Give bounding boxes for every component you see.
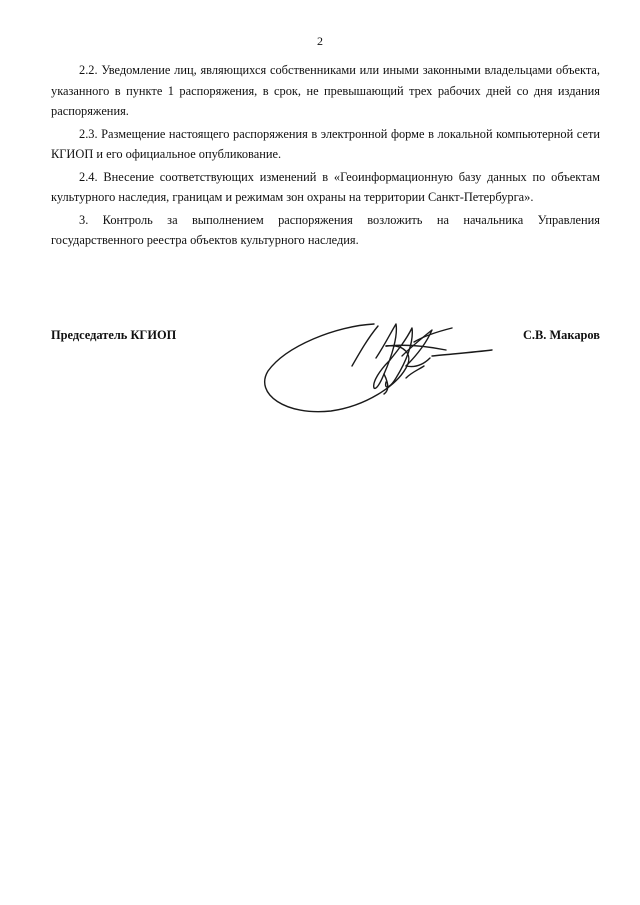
signer-title: Председатель КГИОП bbox=[51, 328, 177, 342]
paragraph-2-4: 2.4. Внесение соответствующих изменений в «Геоинформационную базу данных по объектам культурного наследия, границам и режимам зон охраны на территории Санкт-Петербурга». bbox=[51, 169, 600, 204]
handwritten-signature bbox=[256, 316, 496, 426]
page-number: 2 bbox=[317, 34, 323, 48]
document-body bbox=[51, 60, 600, 253]
paragraph-3: 3. Контроль за выполнением распоряжения возложить на начальника Управления государственного реестра объектов культурного наследия. bbox=[51, 212, 600, 247]
paragraph-2-3: 2.3. Размещение настоящего распоряжения в электронной форме в локальной компьютерной сети КГИОП и его официальное опубликование. bbox=[51, 126, 600, 161]
signer-name: С.В. Макаров bbox=[522, 328, 600, 342]
paragraph-2-2: 2.2. Уведомление лиц, являющихся собственниками или иными законными владельцами объекта, указанного в пункте 1 распоряжения, в срок, не превышающий трех рабочих дней со дня издания распоряжения. bbox=[51, 63, 600, 118]
signature-block bbox=[51, 316, 600, 426]
